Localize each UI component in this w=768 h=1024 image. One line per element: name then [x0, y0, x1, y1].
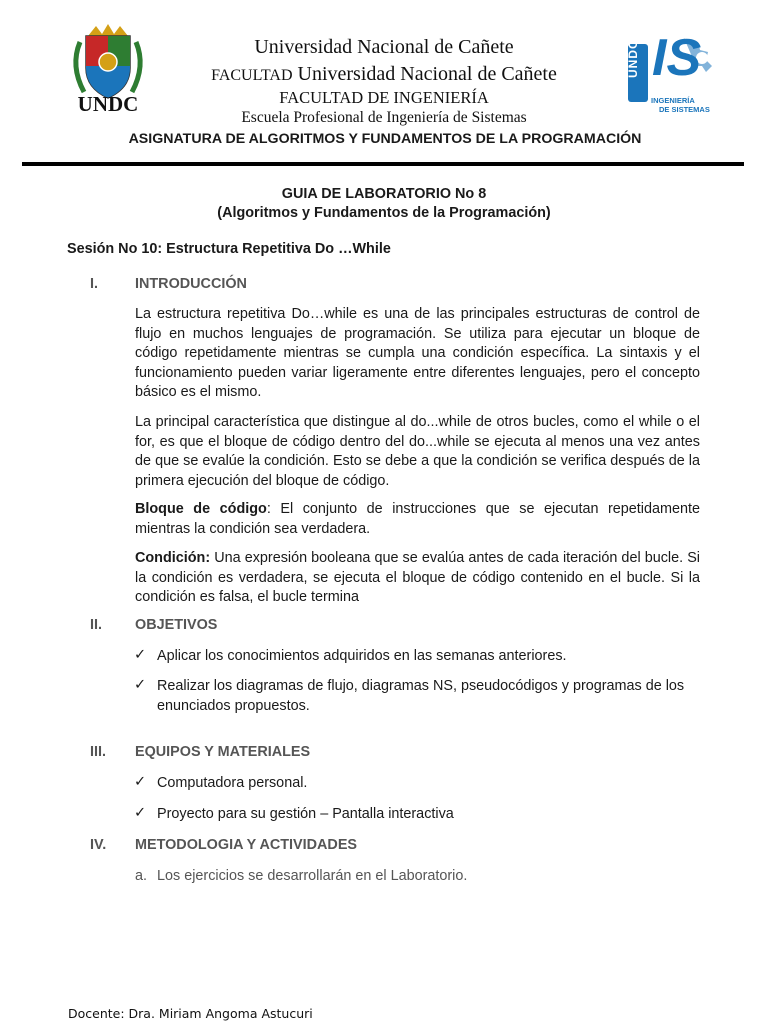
- logo-caption-1: INGENIERÍA: [651, 96, 695, 105]
- section-number: I.: [90, 276, 98, 292]
- university-name: Universidad Nacional de Cañete: [254, 36, 514, 58]
- section-title-objetivos: OBJETIVOS: [135, 617, 218, 633]
- faculty-prefix: FACULTAD: [211, 67, 293, 84]
- faculty-name: FACULTAD DE INGENIERÍA: [279, 88, 489, 107]
- checkmark-icon: ✓: [134, 677, 147, 693]
- section-number: IV.: [90, 837, 107, 853]
- logo-side-text: UNDC: [626, 39, 640, 78]
- objective-item: Aplicar los conocimientos adquiridos en las semanas anteriores.: [157, 648, 567, 664]
- objective-item: Realizar los diagramas de flujo, diagramas NS, pseudocódigos y programas de los enunciados propuestos.: [157, 678, 685, 714]
- intro-paragraph-3: [135, 500, 700, 539]
- undc-logo-text: UNDC: [77, 92, 139, 116]
- footer-teacher: Docente: Dra. Miriam Angoma Astucuri: [68, 1006, 313, 1021]
- section-number: III.: [90, 744, 106, 760]
- intro-paragraph-1: La estructura repetitiva Do…while es una de las principales estructuras de control de flujo en muchos lenguajes de programación. Se utiliza para ejecutar un bloque de código repetidamente mientras se cumpla una condición específica. La sintaxis y el funcionamiento pueden variar ligeramente entre diferentes lenguajes, pero el concepto básico es el mismo.: [135, 306, 700, 400]
- faculty-line: [150, 63, 618, 86]
- term-condicion: Condición:: [135, 550, 211, 566]
- guide-title: GUIA DE LABORATORIO No 8: [281, 186, 487, 202]
- activity-item: Los ejercicios se desarrollarán en el Laboratorio.: [157, 868, 468, 884]
- definition-bloque-de-codigo: : El conjunto de instrucciones que se ejecutan repetidamente mientras la condición sea verdadera.: [135, 501, 701, 537]
- checkmark-icon: ✓: [134, 774, 147, 790]
- subject-title: ASIGNATURA DE ALGORITMOS Y FUNDAMENTOS DE LA PROGRAMACIÓN: [128, 131, 642, 147]
- material-item: Computadora personal.: [157, 775, 308, 791]
- school-name: Escuela Profesional de Ingeniería de Sistemas: [241, 109, 527, 126]
- checkmark-icon: ✓: [134, 805, 147, 821]
- section-number: II.: [90, 617, 102, 633]
- header-divider: [22, 162, 744, 166]
- activity-letter: a.: [135, 868, 148, 884]
- logo-is-text: IS: [652, 29, 702, 87]
- guide-subtitle: (Algoritmos y Fundamentos de la Programación): [217, 205, 551, 221]
- faculty-university: Universidad Nacional de Cañete: [297, 63, 557, 85]
- intro-paragraph-2: La principal característica que distingue al do...while de otros bucles, como el while o el for, es que el bloque de código dentro del do...while se ejecuta al menos una vez antes de que se evalúe la condición. Esto se debe a que la condición se verifica después de la primera ejecución del bloque de código.: [135, 414, 700, 489]
- session-title: Sesión No 10: Estructura Repetitiva Do …While: [67, 241, 391, 257]
- section-title-metodologia: METODOLOGIA Y ACTIVIDADES: [135, 837, 358, 853]
- checkmark-icon: ✓: [134, 647, 147, 663]
- section-title-introduccion: INTRODUCCIÓN: [135, 276, 247, 292]
- intro-paragraph-4: [135, 549, 700, 608]
- logo-caption-2: DE SISTEMAS: [659, 105, 710, 114]
- definition-condicion: Una expresión booleana que se evalúa antes de cada iteración del bucle. Si la condición es verdadera, se ejecuta el bloque de código contenido en el bucle. Si la condición es falsa, el bucle termina: [135, 550, 700, 605]
- material-item: Proyecto para su gestión – Pantalla interactiva: [157, 806, 454, 822]
- term-bloque-de-codigo: Bloque de código: [135, 501, 267, 517]
- section-title-equipos: EQUIPOS Y MATERIALES: [135, 744, 311, 760]
